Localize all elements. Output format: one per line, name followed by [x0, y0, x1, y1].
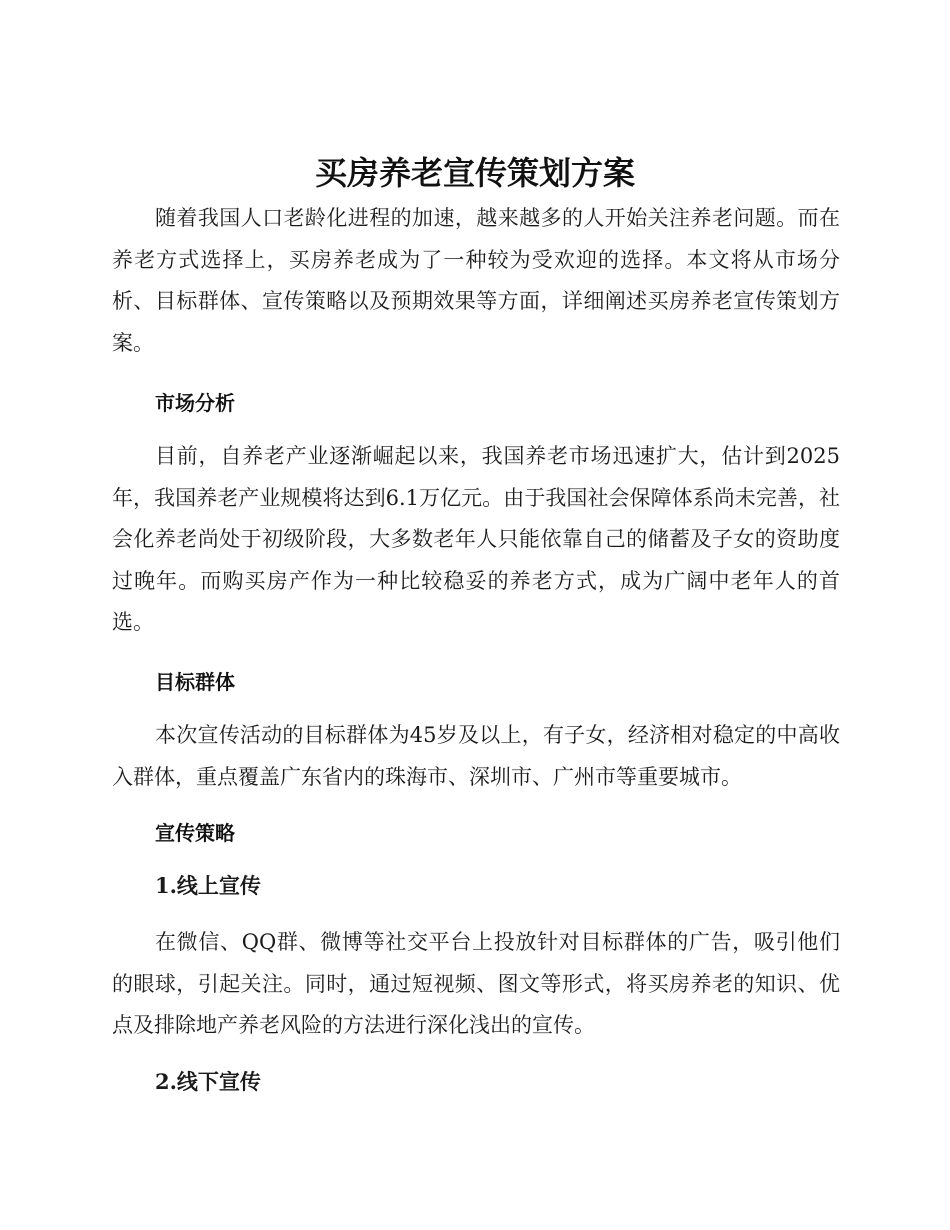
subheading-offline: 2.线下宣传 — [155, 1069, 261, 1094]
section-heading-market: 市场分析 — [155, 391, 235, 415]
target-paragraph: 本次宣传活动的目标群体为45岁及以上，有子女，经济相对稳定的中高收入群体，重点覆盖广东省内的珠海市、深圳市、广州市等重要城市。 — [112, 723, 840, 789]
online-paragraph: 在微信、QQ群、微博等社交平台上投放针对目标群体的广告，吸引他们的眼球，引起关注。同时，通过短视频、图文等形式，将买房养老的知识、优点及排除地产养老风险的方法进行深化浅出的宣传。 — [112, 930, 840, 1037]
market-paragraph: 目前，自养老产业逐渐崛起以来，我国养老市场迅速扩大，估计到2025年，我国养老产业规模将达到6.1万亿元。由于我国社会保障体系尚未完善，社会化养老尚处于初级阶段，大多数老年人只能依靠自己的储蓄及子女的资助度过晚年。而购买房产作为一种比较稳妥的养老方式，成为广阔中老年人的首选。 — [112, 444, 840, 634]
document-title: 买房养老宣传策划方案 — [314, 154, 635, 192]
section-heading-strategy: 宣传策略 — [155, 821, 235, 845]
subheading-online: 1.线上宣传 — [155, 873, 261, 898]
section-heading-target: 目标群体 — [155, 670, 235, 694]
intro-paragraph: 随着我国人口老龄化进程的加速，越来越多的人开始关注养老问题。而在养老方式选择上，买房养老成为了一种较为受欢迎的选择。本文将从市场分析、目标群体、宣传策略以及预期效果等方面，详细阐述买房养老宣传策划方案。 — [112, 206, 840, 355]
